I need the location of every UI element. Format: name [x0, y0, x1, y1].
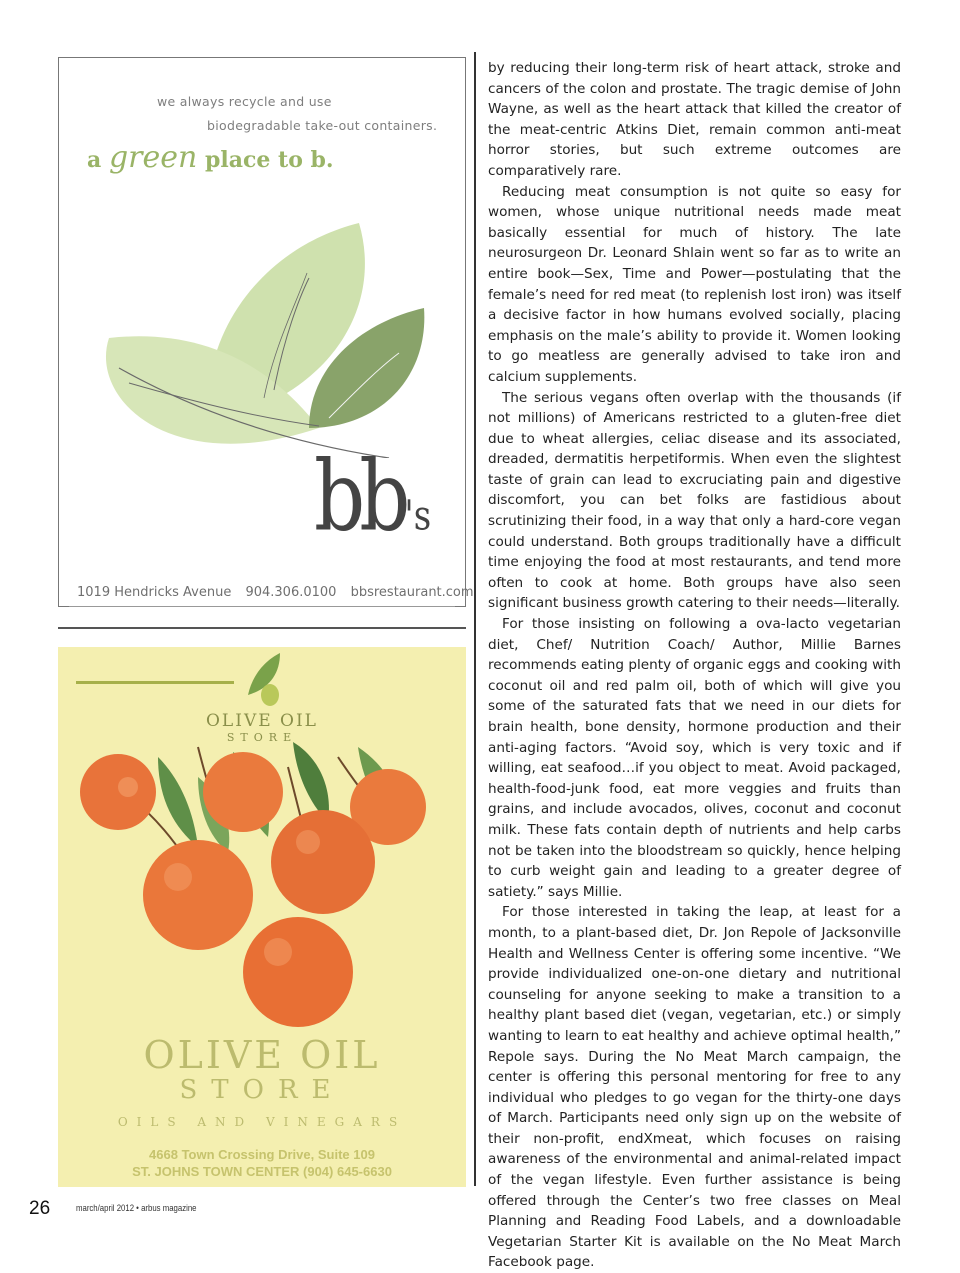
article-paragraph: The serious vegans often overlap with the thousands (if not millions) of Americans restricted to a gluten-free diet due to wheat allergies, celiac disease and its associated, dreaded, dermatitis herpetiformis. When even the slightest taste of grain can lead to excruciating pain and digestive discomfort, you can bet folks are fastidious about scrutinizing their food, in a way that only a hard-core vegan could understand. Both groups traditionally have a difficult time enjoying the food at most restaurants, and tend more often to cook at home. Both groups have also seen significant business growth catering to their needs—literally.	[488, 389, 901, 612]
article-paragraph: For those insisting on following a ova-lacto vegetarian diet, Chef/ Nutrition Coach/ Author, Millie Barnes recommends eating plenty of organic eggs and cooking with coconut oil and red palm oil, both of which will give you some of the saturated fats that we need in our diets for brain health, bone density, hormone production and their anti-aging factors. “Avoid soy, which is very toxic and if willing, eat seafood…if you object to meat. Avoid packaged, health-food-junk food, eat more veggies and fruits than grains, and include avocados, olives, coconut and coconut milk. These fats contain depth of nutrients and help carbs not be taken into the bloodstream so quickly, hence helping to curb weight gain and leading to a greater degree of satiety.” says Millie.	[488, 616, 901, 900]
logo-main: bb	[314, 440, 405, 553]
leaf-icon	[158, 757, 198, 847]
publication-footer: march/april 2012 • arbus magazine	[76, 1203, 197, 1214]
page-number: 26	[29, 1198, 51, 1219]
slogan-rest: place to b.	[204, 147, 334, 173]
ad-contact-line	[77, 585, 484, 600]
article-body	[488, 58, 901, 1273]
olive-fruit-icon	[261, 684, 279, 706]
store-address-line2: ST. JOHNS TOWN CENTER (904) 645-6630	[132, 1164, 392, 1179]
article-paragraph: by reducing their long-term risk of heart attack, stroke and cancers of the colon and prostate. The tragic demise of John Wayne, as well as the heart attack that killed the creator of the meat-centric Atkins Diet, remain common anti-meat horror stories, but such extreme outcomes are comparatively rare.	[488, 60, 901, 179]
store-name-header: OLIVE OIL	[206, 711, 318, 731]
bbs-logo	[314, 441, 431, 553]
store-name-large: OLIVE OIL	[143, 1033, 381, 1077]
ad-separator	[58, 627, 466, 629]
ad-tagline-line2: biodegradable take-out containers.	[207, 118, 438, 133]
column-divider	[474, 52, 476, 1186]
store-tagline: OILS AND VINEGARS	[117, 1115, 407, 1129]
olive-oil-store-ad	[58, 647, 466, 1187]
ad-tagline-line1: we always recycle and use	[157, 94, 332, 109]
store-word-large: STORE	[179, 1075, 345, 1105]
slogan-green: green	[108, 140, 198, 175]
ad-footer-divider	[69, 606, 455, 607]
oranges-illustration	[58, 647, 466, 1047]
store-name-subheader: STORE	[226, 731, 298, 744]
ad-phone: 904.306.0100	[245, 585, 337, 600]
store-address-line1: 4668 Town Crossing Drive, Suite 109	[149, 1147, 375, 1162]
article-paragraph: For those interested in taking the leap, at least for a month, to a plant-based diet, Dr. Jon Repole of Jacksonville Health and Wellness Center is offering some incentive. “We provide individualized one-on-one dietary and nutritional counseling for anyone seeking to make a transition to a healthy plant based diet (vegan, vegetarian, etc.) or simply wanting to learn to eat healthy and achieve optimal health,” Repole says. During the No Meat March campaign, the center is offering this personal mentoring for free to any individual who pledges to go vegan for the thirty-one days of March. Participants need only sign up on the website of their non-profit, endXmeat, which focuses on raising awareness of the environmental and animal-related impact of the vegan lifestyle. Even further assistance is being offered through the Center’s two free classes on Meal Planning and Reading Food Labels, and a downloadable Vegetarian Starter Kit is available on the No Meat March Facebook page.	[488, 904, 901, 1271]
ad-website: bbsrestaurant.com	[350, 585, 474, 600]
logo-s: 's	[404, 492, 432, 541]
bbs-restaurant-ad	[58, 57, 474, 607]
slogan-a: a	[87, 147, 102, 173]
ad-address: 1019 Hendricks Avenue	[77, 585, 232, 600]
orange-icon	[80, 754, 156, 830]
article-paragraph: Reducing meat consumption is not quite so easy for women, whose unique nutritional needs made meat basically essential for much of history. The late neurosurgeon Dr. Leonard Shlain went so far as to write an entire book—Sex, Time and Power—postulating that the female’s need for red meat (to replenish lost iron) was itself a decisive factor in how humans evolved socially, placing emphasis on the male’s ability to provide it. Women looking to go meatless are generally advised to take iron and calcium supplements.	[488, 183, 901, 385]
leaves-illustration	[59, 158, 467, 458]
